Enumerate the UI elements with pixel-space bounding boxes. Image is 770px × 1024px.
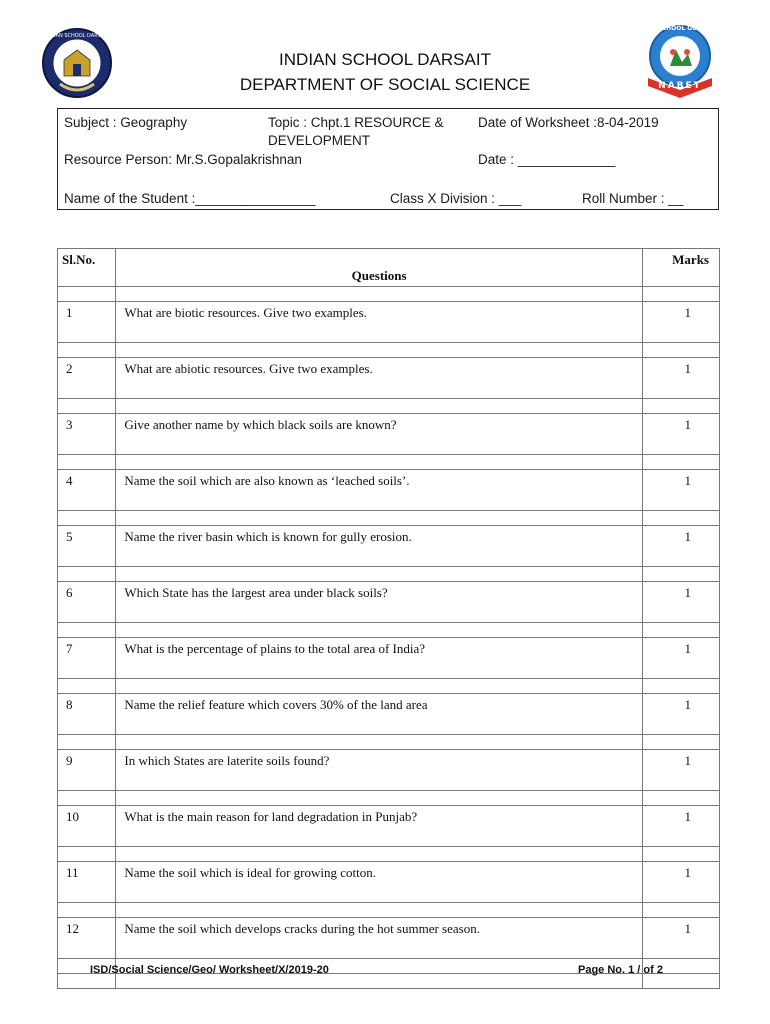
resource-person: Resource Person: Mr.S.Gopalakrishnan	[64, 152, 302, 167]
question-text: What are biotic resources. Give two examples.	[116, 302, 643, 343]
svg-text:INDIAN SCHOOL DARSAIT: INDIAN SCHOOL DARSAIT	[45, 33, 109, 39]
question-number: 11	[58, 862, 116, 903]
question-number: 4	[58, 470, 116, 511]
table-row	[58, 806, 720, 847]
table-row	[58, 358, 720, 399]
svg-text:NABET: NABET	[658, 81, 702, 91]
question-number: 1	[58, 302, 116, 343]
question-number: 7	[58, 638, 116, 679]
question-text: In which States are laterite soils found?	[116, 750, 643, 791]
question-marks: 1	[642, 806, 719, 847]
table-row	[58, 302, 720, 343]
question-text: Name the relief feature which covers 30% of the land area	[116, 694, 643, 735]
table-row	[58, 918, 720, 959]
question-text: Name the soil which is ideal for growing cotton.	[116, 862, 643, 903]
questions-table	[57, 248, 720, 989]
header-marks: Marks	[642, 249, 719, 287]
footer-page-number: Page No. 1 / of 2	[578, 964, 663, 976]
worksheet-date: Date of Worksheet :8-04-2019	[478, 115, 659, 130]
question-text: Name the soil which are also known as ‘leached soils’.	[116, 470, 643, 511]
nabet-logo	[626, 20, 734, 98]
table-row	[58, 750, 720, 791]
table-row	[58, 582, 720, 623]
question-text: Give another name by which black soils are known?	[116, 414, 643, 455]
table-row	[58, 414, 720, 455]
question-number: 3	[58, 414, 116, 455]
question-number: 5	[58, 526, 116, 567]
question-text: What are abiotic resources. Give two examples.	[116, 358, 643, 399]
student-name-field: Name of the Student :________________	[64, 191, 316, 206]
subject-label: Subject : Geography	[64, 115, 188, 130]
footer-doc-code: ISD/Social Science/Geo/ Worksheet/X/2019-20	[90, 964, 329, 976]
question-number: 10	[58, 806, 116, 847]
header-questions: Questions	[116, 249, 643, 287]
question-marks: 1	[642, 862, 719, 903]
question-number: 6	[58, 582, 116, 623]
question-number: 9	[58, 750, 116, 791]
table-row	[58, 638, 720, 679]
question-marks: 1	[642, 302, 719, 343]
question-number: 12	[58, 918, 116, 959]
table-row	[58, 526, 720, 567]
date-field: Date : _____________	[478, 152, 616, 167]
class-division-field: Class X Division : ___	[390, 191, 522, 206]
question-marks: 1	[642, 358, 719, 399]
question-number: 2	[58, 358, 116, 399]
question-marks: 1	[642, 414, 719, 455]
table-row	[58, 470, 720, 511]
question-text: Name the soil which develops cracks during the hot summer season.	[116, 918, 643, 959]
question-text: What is the main reason for land degradation in Punjab?	[116, 806, 643, 847]
topic-label-cont: DEVELOPMENT	[268, 133, 371, 148]
question-marks: 1	[642, 750, 719, 791]
question-number: 8	[58, 694, 116, 735]
table-row	[58, 862, 720, 903]
question-text: Which State has the largest area under black soils?	[116, 582, 643, 623]
question-marks: 1	[642, 638, 719, 679]
school-name: INDIAN SCHOOL DARSAIT	[279, 50, 491, 69]
department-title: DEPARTMENT OF SOCIAL SCIENCE	[239, 75, 531, 94]
question-text: Name the river basin which is known for gully erosion.	[116, 526, 643, 567]
question-marks: 1	[642, 694, 719, 735]
question-text: What is the percentage of plains to the total area of India?	[116, 638, 643, 679]
question-marks: 1	[642, 526, 719, 567]
roll-number-field: Roll Number : __	[582, 191, 684, 206]
table-header-row	[58, 249, 720, 287]
question-marks: 1	[642, 918, 719, 959]
question-marks: 1	[642, 470, 719, 511]
table-row	[58, 694, 720, 735]
svg-text:QUALITY SCHOOL GOVERNANCE: QUALITY SCHOOL GOVERNANCE	[626, 25, 734, 32]
question-marks: 1	[642, 582, 719, 623]
header-sl-no: Sl.No.	[58, 249, 116, 287]
topic-label: Topic : Chpt.1 RESOURCE &	[268, 115, 444, 130]
